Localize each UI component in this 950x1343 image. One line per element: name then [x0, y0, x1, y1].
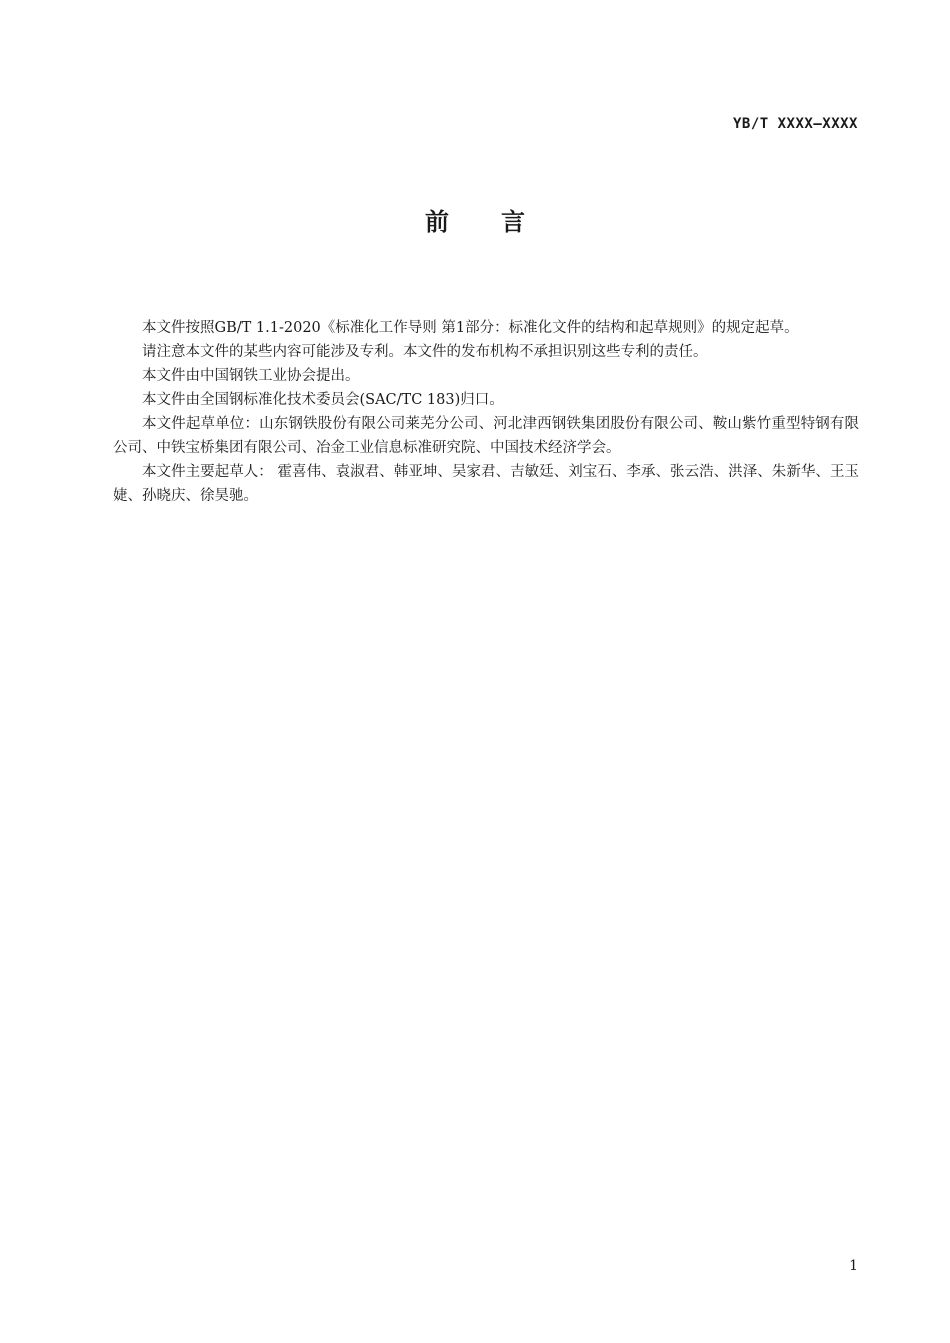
paragraph-drafting-units: 本文件起草单位：山东钢铁股份有限公司莱芜分公司、河北津西钢铁集团股份有限公司、鞍山紫竹重型特钢有限公司、中铁宝桥集团有限公司、冶金工业信息标准研究院、中国技术经济学会。 — [113, 416, 859, 456]
paragraph-patent-notice: 请注意本文件的某些内容可能涉及专利。本文件的发布机构不承担识别这些专利的责任。 — [142, 344, 708, 360]
paragraph-proposer: 本文件由中国钢铁工业协会提出。 — [142, 368, 360, 384]
paragraph-technical-committee: 本文件由全国钢标准化技术委员会(SAC/TC 183)归口。 — [142, 392, 504, 408]
header-document-code: YB/T XXXX—XXXX — [732, 116, 858, 132]
foreword-body — [113, 316, 859, 508]
page-number: 1 — [849, 1258, 858, 1274]
paragraph-main-drafters: 本文件主要起草人： 霍喜伟、袁淑君、韩亚坤、吴家君、吉敏廷、刘宝石、李承、张云浩、洪泽、朱新华、王玉婕、孙晓庆、徐昊驰。 — [113, 464, 859, 504]
paragraph-drafting-basis: 本文件按照GB/T 1.1-2020《标准化工作导则 第1部分：标准化文件的结构和起草规则》的规定起草。 — [142, 320, 799, 336]
page-title: 前言 — [425, 208, 577, 236]
